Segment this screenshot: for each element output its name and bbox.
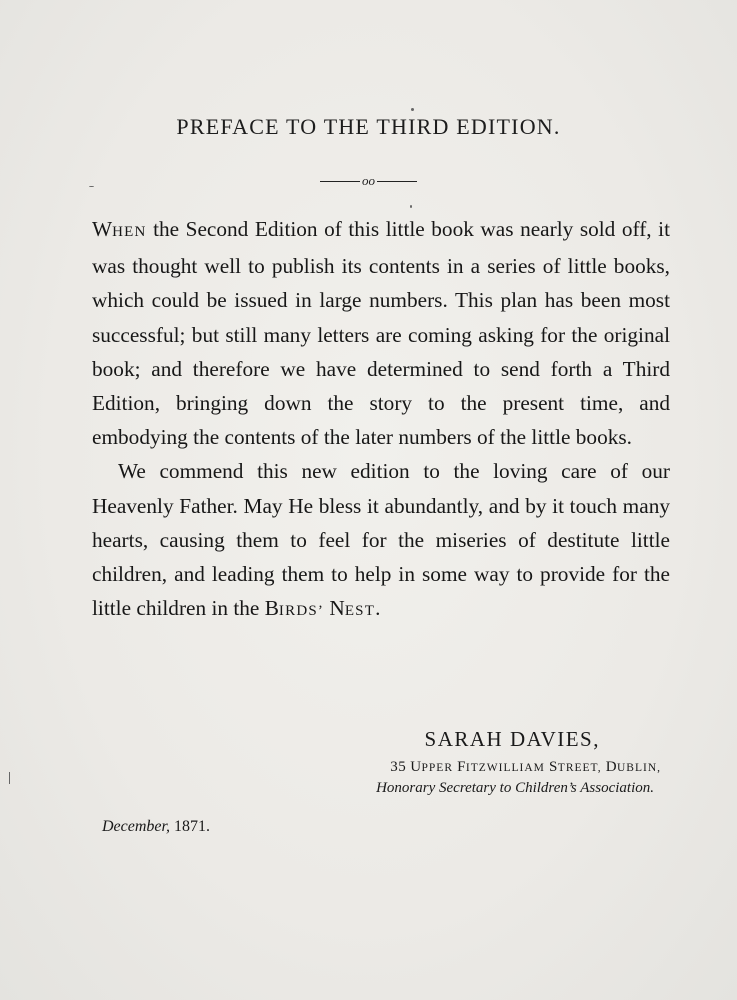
address-word-3-rest: TREET, <box>557 762 602 774</box>
signature-name: SARAH DAVIES, <box>424 727 600 751</box>
ornament-rule-left <box>320 181 360 182</box>
nest-initial: N <box>329 596 345 621</box>
address-word-1-initial: U <box>410 759 422 775</box>
paragraph-1-initial: W <box>92 217 113 241</box>
address-word-4-rest: UBLIN, <box>616 762 661 774</box>
address-word-1-rest: PPER <box>421 762 453 774</box>
paragraph-1-lead-smallcaps: HEN <box>112 224 147 240</box>
paragraph-2-end: . <box>375 596 381 621</box>
nest-smallcaps: EST <box>344 603 376 620</box>
paragraph-2-text: We commend this new edition to the loving care of our Heavenly Father. May He bless it abundantly, and by it touch many hearts, causing them to feel for the miseries of destitute little children, and leading them to help in some way to provide for the little children in the <box>92 459 670 621</box>
paper-speck <box>410 205 412 208</box>
title-ornament <box>0 171 737 191</box>
paper-speck <box>89 186 94 187</box>
paper-speck <box>411 108 414 111</box>
paper-speck <box>9 772 10 784</box>
signature-address <box>390 759 661 776</box>
birds-initial: B <box>264 596 279 621</box>
paragraph-2 <box>92 454 670 628</box>
paragraph-1-text: the Second Edition of this little book was nearly sold off, it was thought well to publish its contents in a series of little books, which could be issued in large numbers. This plan has been most successful; but still many letters are coming asking for the original book; and therefore we have determined to send forth a Third Edition, bringing down the story to the present time, and embodying the contents of the later numbers of the little books. <box>92 217 670 450</box>
date-year: 1871. <box>173 818 210 835</box>
ornament-rule-right <box>377 181 417 182</box>
signature-role: Honorary Secretary to Children’s Association. <box>376 780 654 796</box>
address-word-2-rest: ITZWILLIAM <box>465 762 545 774</box>
preface-body <box>92 212 670 628</box>
address-word-3-initial: S <box>549 759 558 775</box>
birds-smallcaps: IRDS’ <box>278 603 325 620</box>
ornament-mark: oo <box>362 173 375 188</box>
address-number: 35 <box>390 759 407 775</box>
address-word-4-initial: D <box>605 759 617 775</box>
date-month: December, <box>102 818 170 835</box>
page-title: PREFACE TO THE THIRD EDITION. <box>176 114 561 139</box>
preface-date <box>102 818 210 836</box>
address-word-2-initial: F <box>457 759 466 775</box>
paragraph-1 <box>92 212 670 454</box>
